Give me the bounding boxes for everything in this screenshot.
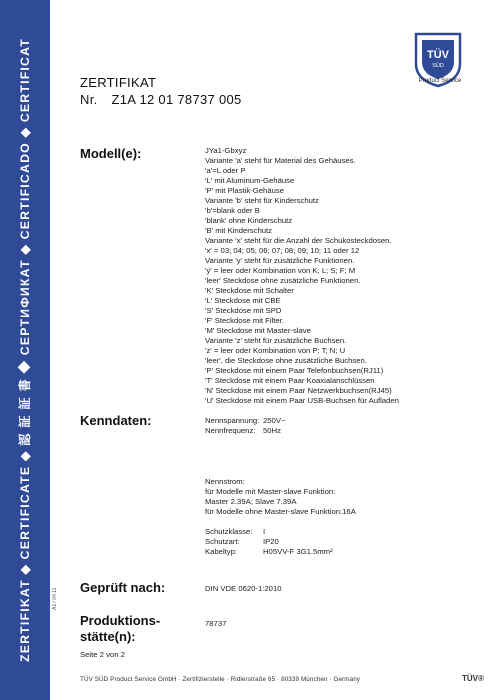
model-line: Variante 'b' steht für Kinderschutz [205, 196, 319, 205]
model-line: Variante 'a' steht für Material des Gehäuses. [205, 156, 356, 165]
frequency-value: 50Hz [263, 426, 281, 435]
logo-caption: Product Service [418, 78, 462, 84]
voltage-label: Nennspannung: [205, 416, 260, 425]
model-line: 'T' Steckdose mit einem Paar Koaxialanschlüssen [205, 376, 375, 385]
model-line: 'S' Steckdose mit SPD [205, 306, 282, 315]
cable-type-label: Kabeltyp: [205, 547, 238, 556]
certificate-number [80, 92, 242, 107]
model-line: 'z' = leer oder Kombination von P; T; N; U [205, 346, 346, 355]
current-line: Master 2.39A; Slave 7.39A [205, 497, 297, 506]
footer-tuv-logo: TÜV® [462, 674, 484, 683]
model-line: 'blank' ohne Kinderschutz [205, 216, 293, 225]
model-line: 'L' mit Aluminum-Gehäuse [205, 176, 295, 185]
model-line: 'K' Steckdose mit Schalter [205, 286, 294, 295]
model-line: 'y' = leer oder Kombination von K; L; S; F; M [205, 266, 356, 275]
certificate-title: ZERTIFIKAT [80, 75, 157, 90]
logo-text: TÜV [427, 49, 449, 61]
ip-rating-value: IP20 [263, 537, 279, 546]
ratings-label: Kenndaten: [80, 413, 152, 428]
model-line: 'U' Steckdose mit einem Paar USB-Buchsen für Aufladen [205, 396, 399, 405]
model-line: 'F' Steckdose mit Filter. [205, 316, 284, 325]
protection-class-value: I [263, 527, 266, 536]
voltage-value: 250V~ [263, 416, 286, 425]
ip-rating-label: Schutzart: [205, 537, 240, 546]
model-line: 'B' mit Kinderschutz [205, 226, 273, 235]
model-line: 'leer' Steckdose ohne zusätzliche Funktionen. [205, 276, 361, 285]
production-label [80, 613, 160, 645]
model-line: 'b'=blank oder B [205, 206, 260, 215]
model-line: 'N' Steckdose mit einem Paar Netzwerkbuchsen(RJ45) [205, 386, 392, 395]
model-line: 'M' Steckdose mit Master-slave [205, 326, 311, 335]
side-band-text: ZERTIFIKAT ◆ CERTIFICATE ◆ 認 証 証 書 ◆ СЕРТИФИКАТ ◆ CERTIFICADO ◆ CERTIFICAT [18, 38, 32, 663]
model-label: Modell(e): [80, 146, 142, 161]
model-line: 'L' Steckdose mit CBE [205, 296, 281, 305]
ratings-electrical [205, 416, 285, 436]
model-line: Variante 'y' steht für zusätzliche Funktionen. [205, 256, 355, 265]
footer-address: TÜV SÜD Product Service GmbH · Zertifizierstelle · Ridlerstraße 65 · 80339 München · Germany [80, 676, 361, 683]
model-list [205, 146, 485, 406]
current-line: für Modelle ohne Master-slave Funktion:16A [205, 507, 356, 516]
certificate-number-value: Z1A 12 01 78737 005 [111, 92, 242, 107]
model-line: JYa1-Gbxyz [205, 146, 247, 155]
production-label-line: stätte(n): [80, 629, 136, 644]
model-line: 'P' mit Plastik-Gehäuse [205, 186, 284, 195]
model-line: 'x' = 03; 04; 05; 06; 07; 08; 09; 10; 11 oder 12 [205, 246, 360, 255]
page-number: Seite 2 von 2 [80, 650, 125, 659]
certificate-number-label: Nr. [80, 92, 98, 107]
cable-type-value: H05VV-F 3G1.5mm² [263, 547, 333, 556]
frequency-label: Nennfrequenz: [205, 426, 256, 435]
tested-label: Geprüft nach: [80, 580, 166, 595]
form-code: A1 / 04.11 [52, 587, 58, 610]
model-line: 'P' Steckdose mit einem Paar Telefonbuchsen(RJ11) [205, 366, 384, 375]
model-line: Variante 'z' steht für zusätzliche Buchsen. [205, 336, 347, 345]
production-site-value: 78737 [205, 619, 227, 628]
model-line: 'a'=L oder P [205, 166, 246, 175]
production-label-line: Produktions- [80, 613, 161, 628]
tested-standard: DIN VDE 0620-1:2010 [205, 584, 282, 593]
current-line: für Modelle mit Master-slave Funktion: [205, 487, 336, 496]
model-line: Variante 'x' steht für die Anzahl der Schukosteckdosen. [205, 236, 392, 245]
current-title: Nennstrom: [205, 477, 245, 486]
logo-sub: SÜD [432, 63, 444, 69]
protection-class-label: Schutzklasse: [205, 527, 253, 536]
certificate-side-band [0, 0, 50, 700]
model-line: 'leer', die Steckdose ohne zusätzliche Buchsen. [205, 356, 367, 365]
ratings-protection [205, 527, 333, 557]
